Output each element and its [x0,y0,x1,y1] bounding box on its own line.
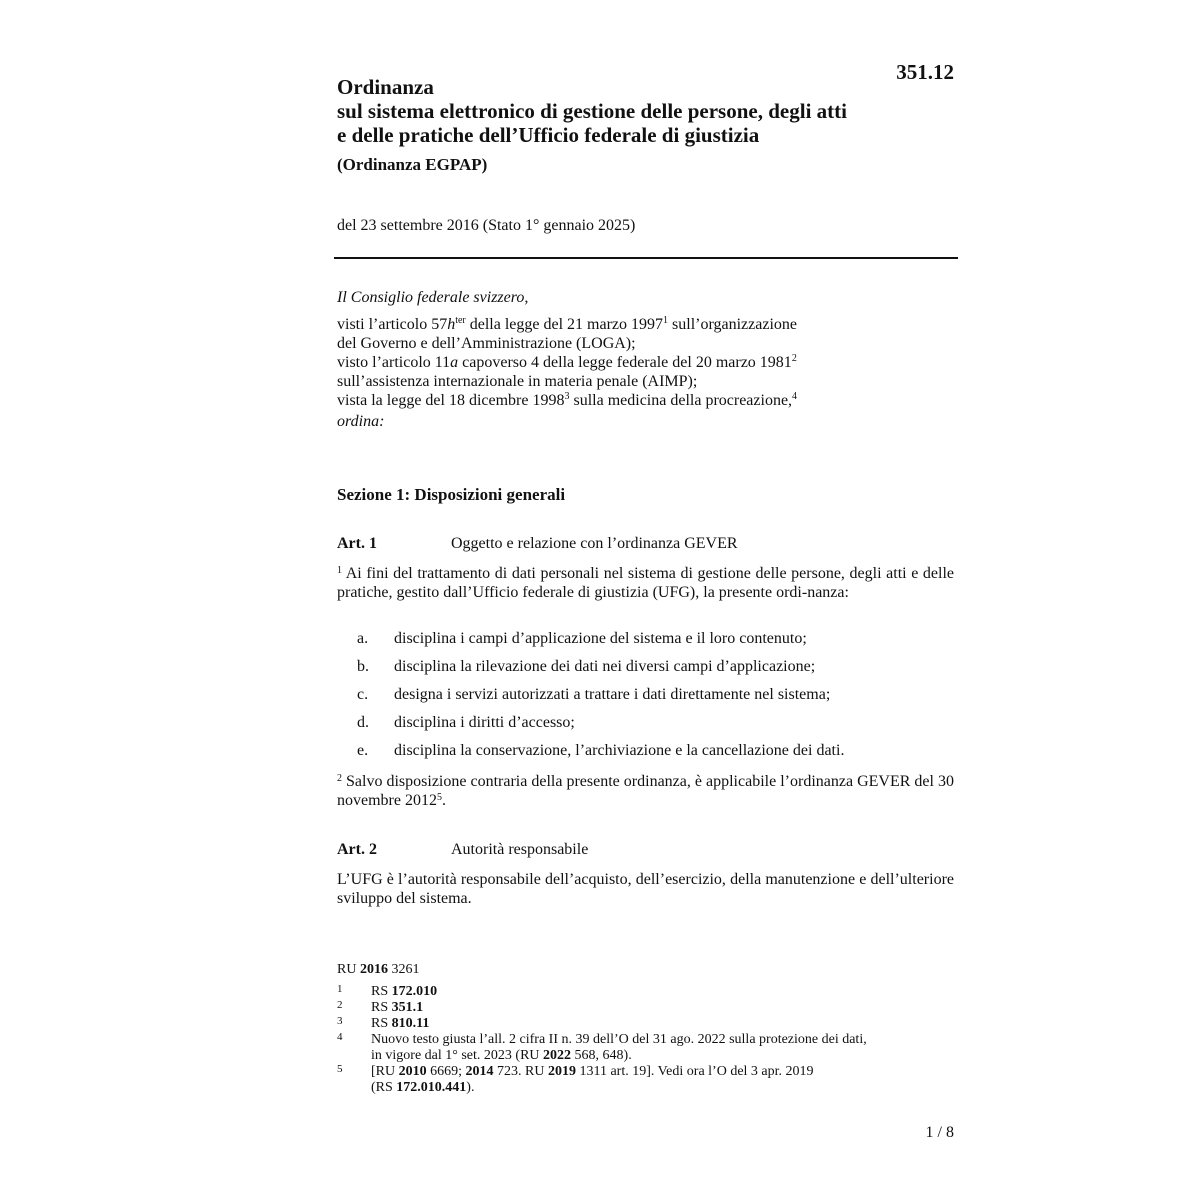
article-label: Art. 2 [337,841,377,858]
title-line: sul sistema elettronico di gestione delle persone, degli atti [337,99,847,123]
preamble-line: visto l’articolo 11a capoverso 4 della legge federale del 20 marzo 1981$^2$ [337,353,797,371]
footnote-ref: 1 [663,315,669,326]
footnote-ref: 2 [791,353,797,364]
article-heading: Autorità responsabile [451,841,589,858]
official-compilation-ref: RU 2016 3261 [337,962,420,977]
article-paragraph: L’UFG è l’autorità responsabile dell’acquisto, dell’esercizio, della manutenzione e dell’ulteriore sviluppo del sistema. [337,871,954,907]
list-item: b. disciplina la rilevazione dei dati nei diversi campi d’applicazione; [357,658,816,675]
preamble [337,288,957,431]
article-label: Art. 1 [337,535,377,552]
title-line: e delle pratiche dell’Ufficio federale di giustizia [337,123,760,147]
list-item: a. disciplina i campi d’applicazione del sistema e il loro contenuto; [357,630,807,647]
footnote-ref: 3 [564,391,570,402]
title-line: Ordinanza [337,75,434,99]
preamble-line: sull’assistenza internazionale in materia penale (AIMP); [337,373,698,390]
article-paragraph: $^1$ Ai fini del trattamento di dati personali nel sistema di gestione delle persone, degli atti e delle pratiche, gestito dall’Ufficio federale di giustizia (UFG), la presente ordi-nanza: [337,565,954,601]
list-item: d. disciplina i diritti d’accesso; [357,714,575,731]
section-title: Sezione 1: Disposizioni generali [337,485,566,504]
preamble-line: del Governo e dell’Amministrazione (LOGA); [337,335,636,352]
short-title: (Ordinanza EGPAP) [337,155,488,174]
preamble-decree: ordina: [337,413,385,430]
preamble-line: vista la legge del 18 dicembre 1998$^3$ sulla medicina della procreazione,$^4$ [337,391,798,409]
paragraph-number: 1 [337,565,342,576]
list-item: e. disciplina la conservazione, l’archiviazione e la cancellazione dei dati. [357,742,845,759]
article-paragraph: $^2$ Salvo disposizione contraria della presente ordinanza, è applicabile l’ordinanza GEVER del 30 novembre 2012$^5$. [337,773,954,809]
document-number: 351.12 [896,60,954,84]
page-number: 1 / 8 [925,1124,954,1141]
preamble-line: visti l’articolo $57h^{ter}$ della legge del 21 marzo 1997$^1$ sull’organizzazione [337,315,797,333]
document-title [337,75,957,147]
document-date: del 23 settembre 2016 (Stato 1° gennaio 2025) [337,217,636,234]
footnote-ref: 4 [792,391,798,402]
preamble-authority: Il Consiglio federale svizzero, [337,289,529,306]
paragraph-number: 2 [337,773,342,784]
footnote-ref: 5 [436,792,442,803]
article-heading: Oggetto e relazione con l’ordinanza GEVER [451,535,738,552]
list-item: c. designa i servizi autorizzati a trattare i dati direttamente nel sistema; [357,686,831,703]
header-divider [334,257,958,259]
